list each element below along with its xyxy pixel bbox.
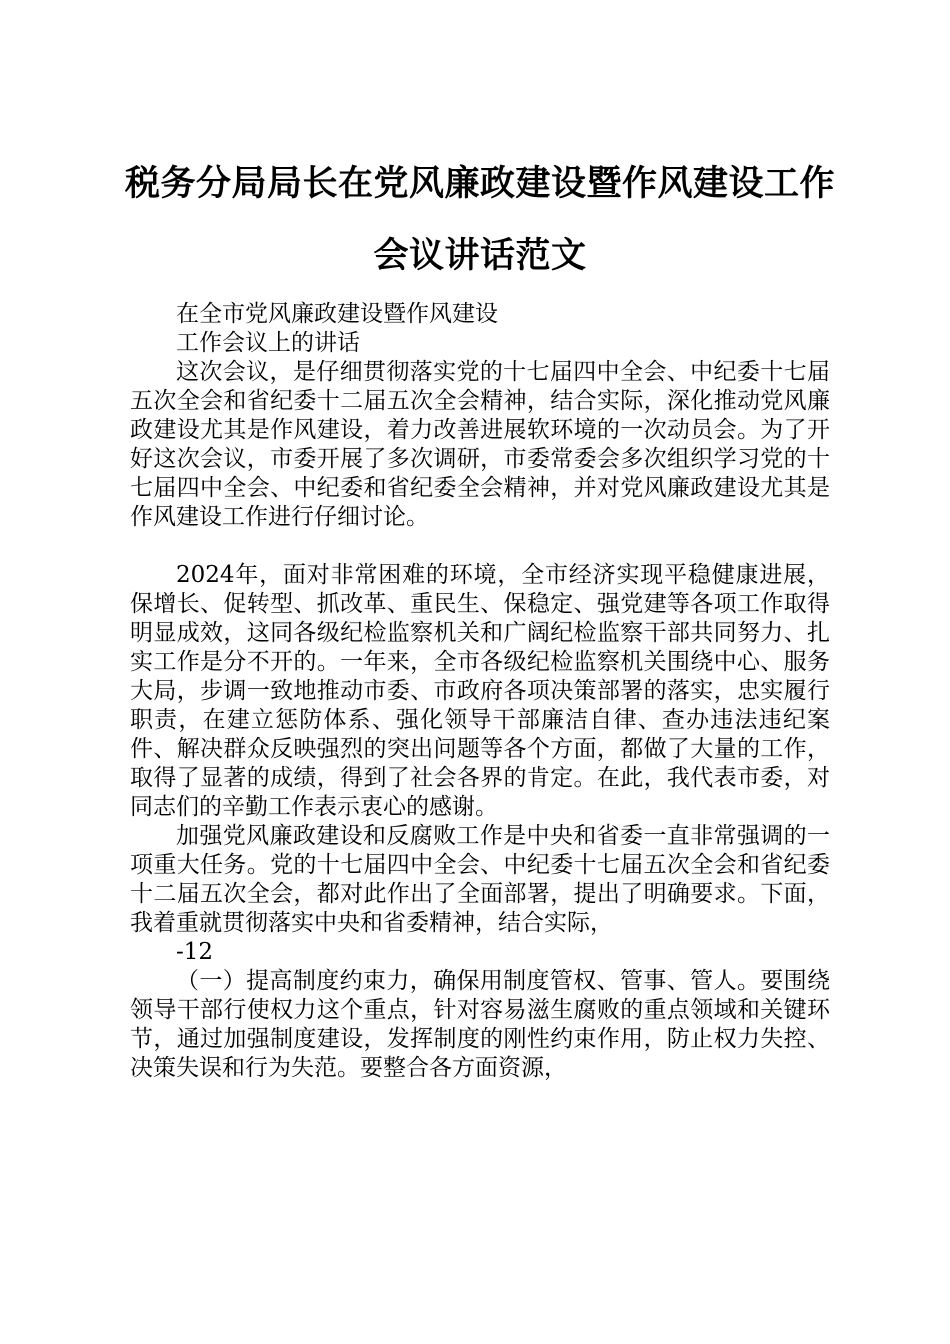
document-body (130, 300, 830, 1083)
subtitle-line-2: 工作会议上的讲话 (176, 330, 360, 356)
subtitle-line-1: 在全市党风廉政建设暨作风建设 (176, 301, 498, 327)
paragraph-2: 2024年，面对非常困难的环境，全市经济实现平稳健康进展，保增长、促转型、抓改革、重民生、保稳定、强党建等各项工作取得明显成效，这同各级纪检监察机关和广阔纪检监察干部共同努力、扎实工作是分不开的。一年来，全市各级纪检监察机关围绕中心、服务大局，步调一致地推动市委、市政府各项决策部署的落实，忠实履行职责，在建立惩防体系、强化领导干部廉洁自律、查办违法违纪案件、解决群众反映强烈的突出问题等各个方面，都做了大量的工作，取得了显著的成绩，得到了社会各界的肯定。在此，我代表市委，对同志们的辛勤工作表示衷心的感谢。 (130, 562, 830, 820)
page-marker: -12 (176, 939, 214, 965)
paragraph-1: 这次会议，是仔细贯彻落实党的十七届四中全会、中纪委十七届五次全会和省纪委十二届五次全会精神，结合实际，深化推动党风廉政建设尤其是作风建设，着力改善进展软环境的一次动员会。为了开好这次会议，市委开展了多次调研，市委常委会多次组织学习党的十七届四中全会、中纪委和省纪委全会精神，并对党风廉政建设尤其是作风建设工作进行仔细讨论。 (130, 359, 830, 530)
paragraph-4: （一）提高制度约束力，确保用制度管权、管事、管人。要围绕领导干部行使权力这个重点，针对容易滋生腐败的重点领域和关键环节，通过加强制度建设，发挥制度的刚性约束作用，防止权力失控、决策失误和行为失范。要整合各方面资源， (130, 968, 830, 1081)
document-title-line-1: 税务分局局长在党风廉政建设暨作风建设工作 (124, 164, 835, 204)
document-title-line-2: 会议讲话范文 (373, 236, 587, 276)
paragraph-3: 加强党风廉政建设和反腐败工作是中央和省委一直非常强调的一项重大任务。党的十七届四中全会、中纪委十七届五次全会和省纪委十二届五次全会，都对此作出了全面部署，提出了明确要求。下面，我着重就贯彻落实中央和省委精神，结合实际， (130, 823, 830, 936)
